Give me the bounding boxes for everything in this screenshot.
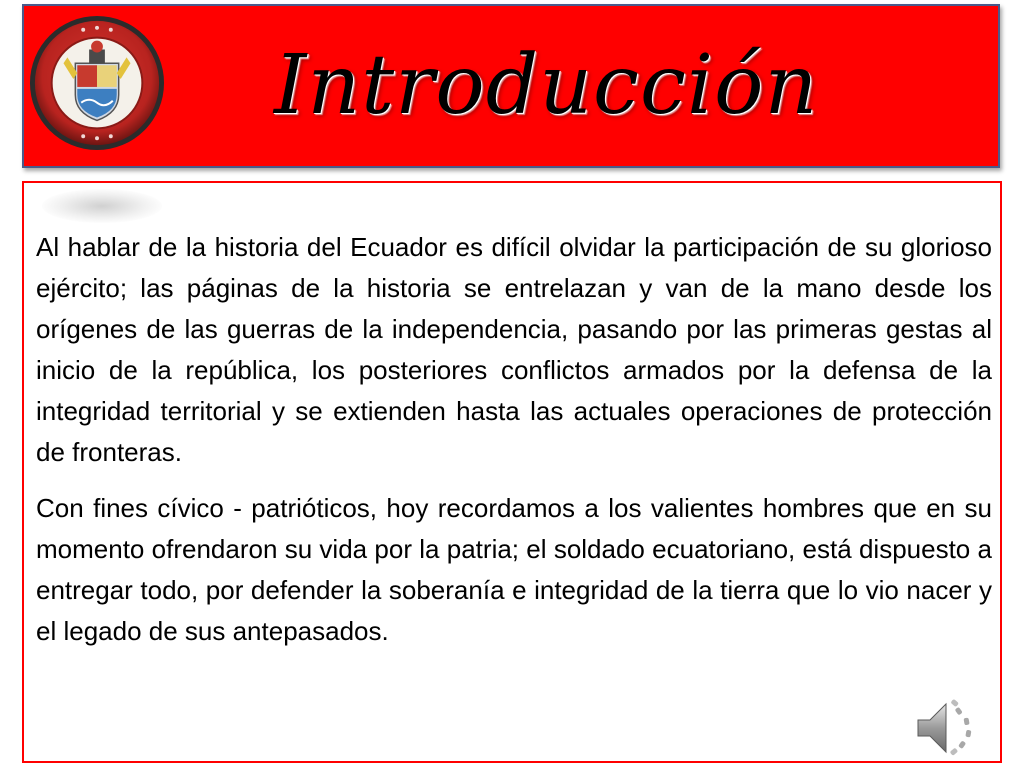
slide-title: Introducción bbox=[274, 38, 819, 133]
blur-smudge bbox=[42, 189, 162, 223]
coat-of-arms-seal-icon bbox=[28, 14, 166, 152]
paragraph: Con fines cívico - patrióticos, hoy recordamos a los valientes hombres que en su momento ofrendaron su vida por la patria; el soldado ecuatoriano, está dispuesto a entregar todo, por defender la soberanía e integridad de la tierra que lo vio nacer y el legado de sus antepasados. bbox=[36, 493, 992, 646]
speaker-icon[interactable] bbox=[914, 696, 984, 760]
content-box bbox=[22, 181, 1002, 763]
body-text bbox=[36, 227, 992, 667]
paragraph: Al hablar de la historia del Ecuador es difícil olvidar la participación de su glorioso ejército; las páginas de la historia se entrelazan y van de la mano desde los orígenes de las guerras de la independencia, pasando por las primeras gestas al inicio de la república, los posteriores conflictos armados por la defensa de la integridad territorial y se extienden hasta las actuales operaciones de protección de fronteras. bbox=[36, 232, 992, 467]
header-banner bbox=[22, 4, 1000, 168]
